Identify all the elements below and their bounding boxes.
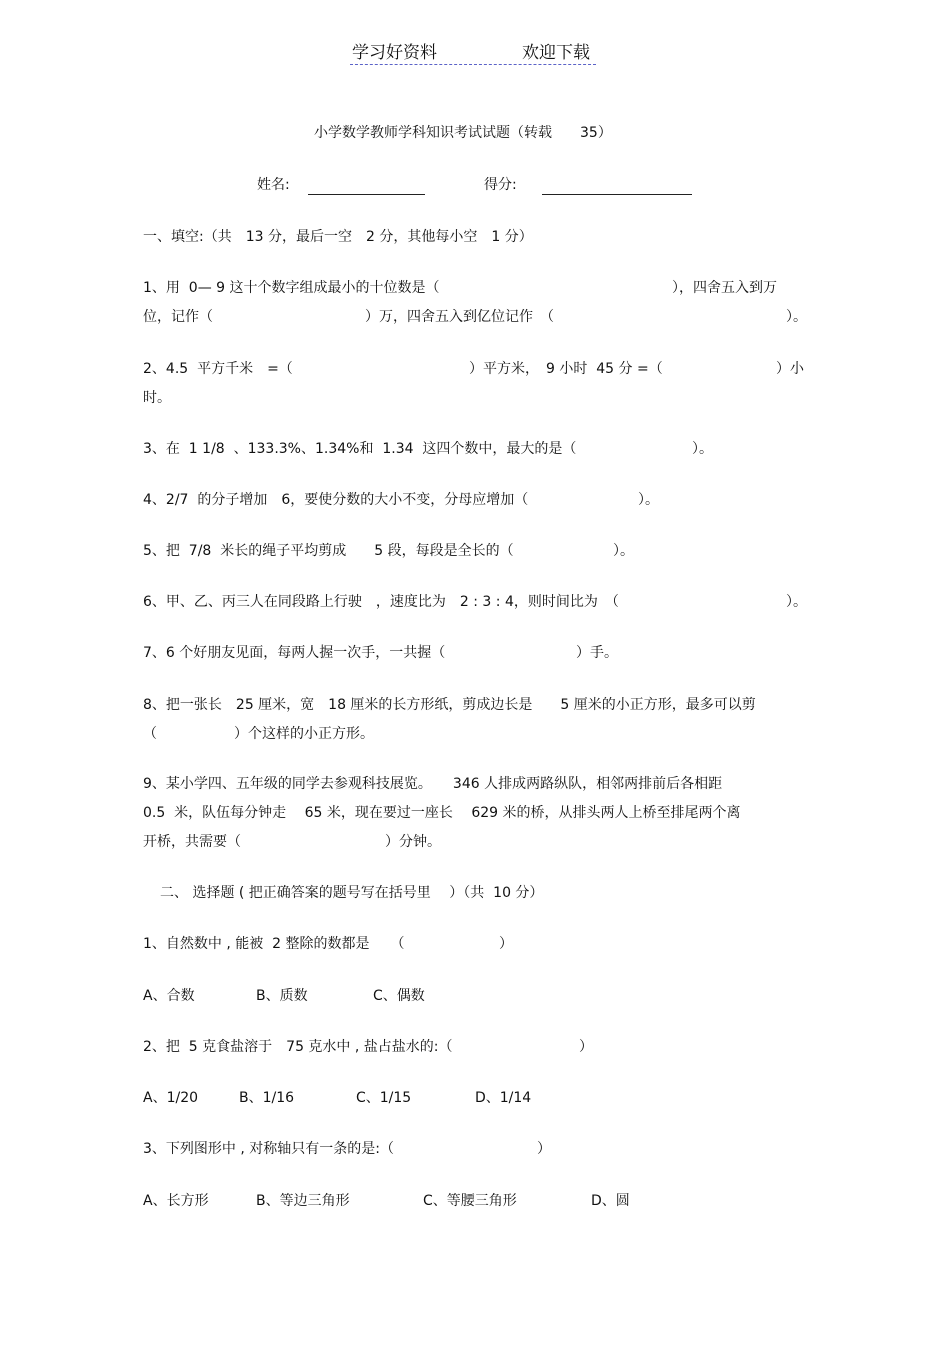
name-label: 姓名: [257,177,290,193]
score-blank[interactable] [542,194,692,195]
page-title: 小学数学教师学科知识考试试题（转载 35） [314,125,612,141]
q5-b: ）。 [613,543,634,559]
mc2-question-b: ） [579,1039,593,1055]
mc3-question-b: ） [537,1141,551,1157]
q8-line1: 8、把一张长 25 厘米，宽 18 厘米的长方形纸，剪成边长是 5 厘米的小正方形，最多可以剪 [143,697,756,713]
q1-line1-b: ），四舍五入到万 [672,280,777,296]
mc1-option-c[interactable]: C、偶数 [373,988,425,1004]
mc2-option-a[interactable]: A、1/20 [143,1090,199,1106]
score-label: 得分: [484,177,517,193]
mc3-option-d[interactable]: D、圆 [591,1193,630,1209]
name-blank[interactable] [308,194,425,195]
mc2-option-b[interactable]: B、1/16 [239,1090,295,1106]
mc2-question-a: 2、把 5 克食盐溶于 75 克水中 , 盐占盐水的:（ [143,1039,453,1055]
q7-a: 7、6 个好朋友见面，每两人握一次手，一共握（ [143,645,446,661]
q7-b: ）手。 [576,645,618,661]
header-right: 欢迎下载 [522,43,590,63]
section2-heading: 二、 选择题 ( 把正确答案的题号写在括号里 ）（共 10 分） [160,885,544,901]
q9-line3-b: ）分钟。 [385,834,441,850]
q1-line2-b: ）万，四舍五入到亿位记作 （ [365,309,554,325]
mc1-question-a: 1、自然数中 , 能被 2 整除的数都是 （ [143,936,405,952]
mc3-option-a[interactable]: A、长方形 [143,1193,209,1209]
q2-line2: 时。 [143,390,171,406]
q6-b: ）。 [786,594,807,610]
mc3-question-a: 3、下列图形中 , 对称轴只有一条的是:（ [143,1141,394,1157]
q1-line2-c: ）。 [786,309,807,325]
q9-line2: 0.5 米，队伍每分钟走 65 米，现在要过一座长 629 米的桥，从排头两人上桥至排尾两个离 [143,805,741,821]
q1-line2-a: 位，记作（ [143,309,213,325]
header-dashed-line [350,64,596,65]
q2-line1-c: ）小 [776,361,804,377]
q4-a: 4、2/7 的分子增加 6，要使分数的大小不变，分母应增加（ [143,492,529,508]
mc2-option-d[interactable]: D、1/14 [475,1090,532,1106]
q3-b: ）。 [692,441,713,457]
mc2-option-c[interactable]: C、1/15 [356,1090,412,1106]
section1-heading: 一、填空:（共 13 分，最后一空 2 分，其他每小空 1 分） [143,229,533,245]
mc3-option-c[interactable]: C、等腰三角形 [423,1193,517,1209]
q1-line1-a: 1、用 0— 9 这十个数字组成最小的十位数是（ [143,280,440,296]
mc3-option-b[interactable]: B、等边三角形 [256,1193,350,1209]
q5-a: 5、把 7/8 米长的绳子平均剪成 5 段，每段是全长的（ [143,543,514,559]
q9-line1: 9、某小学四、五年级的同学去参观科技展览。 346 人排成两路纵队，相邻两排前后各相距 [143,776,723,792]
mc1-option-b[interactable]: B、质数 [256,988,308,1004]
mc1-option-a[interactable]: A、合数 [143,988,195,1004]
header-left: 学习好资料 [352,43,437,63]
q9-line3-a: 开桥，共需要（ [143,834,241,850]
q8-line2-b: ）个这样的小正方形。 [234,726,374,742]
q2-line1-a: 2、4.5 平方千米 =（ [143,361,293,377]
mc1-question-b: ） [499,936,513,952]
q4-b: ）。 [638,492,659,508]
q8-line2-a: （ [143,726,157,742]
q3-a: 3、在 1 1/8 、133.3%、1.34%和 1.34 这四个数中，最大的是（ [143,441,577,457]
q2-line1-b: ）平方米， 9 小时 45 分 =（ [469,361,663,377]
q6-a: 6、甲、乙、丙三人在同段路上行驶 ，速度比为 2 : 3 : 4，则时间比为 （ [143,594,619,610]
